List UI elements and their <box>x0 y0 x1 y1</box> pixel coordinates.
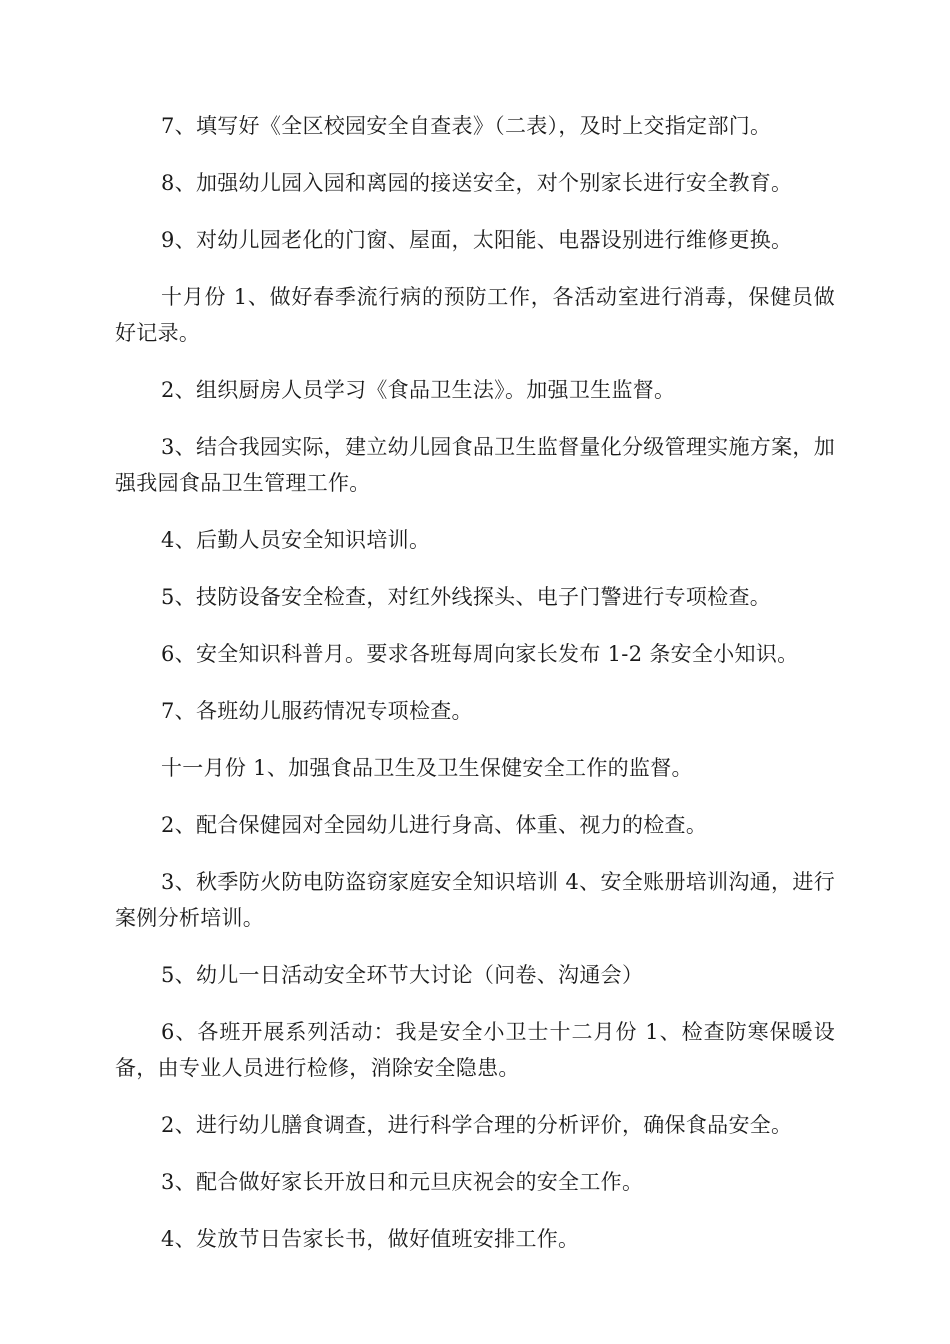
paragraph: 6、各班开展系列活动：我是安全小卫士十二月份 1、检查防寒保暖设备，由专业人员进行检修，消除安全隐患。 <box>115 1020 835 1080</box>
paragraph: 5、幼儿一日活动安全环节大讨论（问卷、沟通会） <box>161 963 644 987</box>
paragraph: 7、填写好《全区校园安全自查表》（二表），及时上交指定部门。 <box>161 114 772 138</box>
paragraph: 十一月份 1、加强食品卫生及卫生保健安全工作的监督。 <box>161 756 693 780</box>
paragraph: 4、后勤人员安全知识培训。 <box>161 528 431 552</box>
paragraph: 7、各班幼儿服药情况专项检查。 <box>161 699 473 723</box>
paragraph: 3、结合我园实际，建立幼儿园食品卫生监督量化分级管理实施方案，加强我园食品卫生管理工作。 <box>115 435 835 495</box>
paragraph: 3、秋季防火防电防盗窃家庭安全知识培训 4、安全账册培训沟通，进行案例分析培训。 <box>115 870 835 930</box>
paragraph: 4、发放节日告家长书，做好值班安排工作。 <box>161 1227 580 1251</box>
paragraph: 5、技防设备安全检查，对红外线探头、电子门警进行专项检查。 <box>161 585 772 609</box>
paragraph: 3、配合做好家长开放日和元旦庆祝会的安全工作。 <box>161 1170 644 1194</box>
paragraph: 十月份 1、做好春季流行病的预防工作，各活动室进行消毒，保健员做好记录。 <box>115 285 835 345</box>
document-body <box>115 108 835 1278</box>
paragraph: 2、进行幼儿膳食调查，进行科学合理的分析评价，确保食品安全。 <box>161 1113 793 1137</box>
paragraph: 2、配合保健园对全园幼儿进行身高、体重、视力的检查。 <box>161 813 708 837</box>
paragraph: 2、组织厨房人员学习《食品卫生法》。加强卫生监督。 <box>161 378 676 402</box>
paragraph: 9、对幼儿园老化的门窗、屋面，太阳能、电器设别进行维修更换。 <box>161 228 793 252</box>
paragraph: 6、安全知识科普月。要求各班每周向家长发布 1-2 条安全小知识。 <box>161 642 799 666</box>
paragraph: 8、加强幼儿园入园和离园的接送安全，对个别家长进行安全教育。 <box>161 171 793 195</box>
